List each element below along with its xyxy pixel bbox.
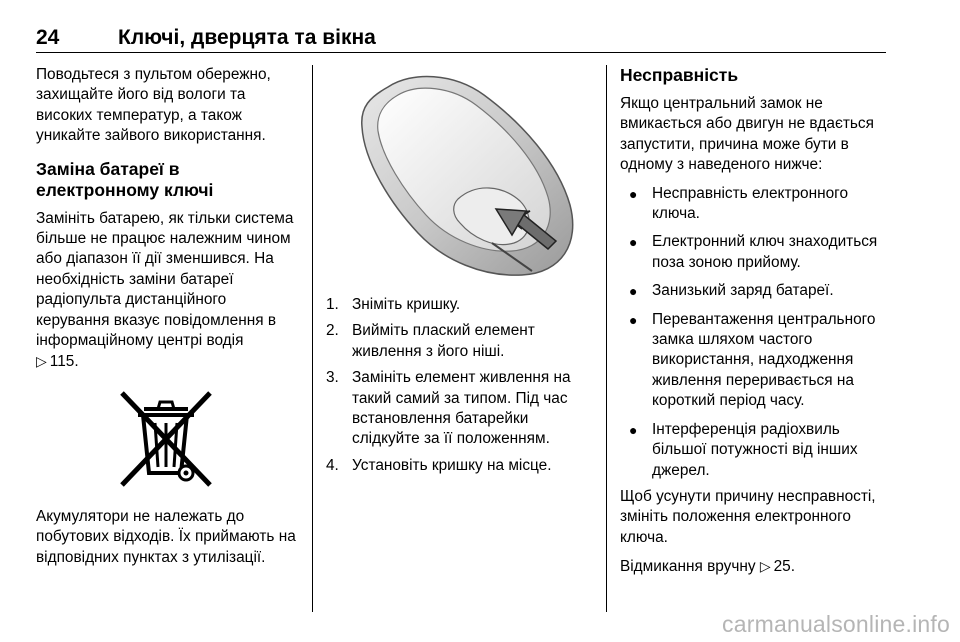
key-fob-illustration bbox=[326, 65, 596, 283]
step-item: 4. Установіть кришку на місце. bbox=[326, 456, 552, 474]
care-intro-text: Поводьтеся з пультом обережно, захищайте його від вологи та високих температур, а також уникайте зайвого використання. bbox=[36, 66, 271, 145]
step-item: 3. Замініть елемент живлення на такий самий за типом. Під час встановлення батарейки слідкуйте за її положенням. bbox=[326, 369, 571, 448]
list-item: ● Занизький заряд батареї. bbox=[620, 281, 890, 301]
bullet-icon: ● bbox=[629, 185, 638, 202]
bullet-icon: ● bbox=[629, 234, 638, 251]
list-item: ● Несправність електронного ключа. bbox=[629, 184, 849, 223]
page-header bbox=[36, 26, 886, 53]
step-item: 1. Зніміть кришку. bbox=[326, 296, 461, 313]
page-title: Ключі, дверцята та вікна bbox=[118, 26, 376, 49]
fault-causes-list bbox=[620, 184, 890, 481]
page-arrow-icon: ▷ bbox=[36, 353, 47, 370]
column-3 bbox=[620, 65, 890, 578]
bullet-icon: ● bbox=[629, 421, 638, 438]
fault-heading: Несправність bbox=[620, 65, 739, 85]
column-2 bbox=[326, 65, 596, 482]
column-1 bbox=[36, 65, 300, 568]
crossed-bin-icon bbox=[114, 387, 218, 491]
replacement-steps-list bbox=[326, 295, 596, 476]
list-item: ● Інтерференція радіохвиль більшої потужності від інших джерел. bbox=[629, 420, 858, 479]
battery-replacement-text: Замініть батарею, як тільки система більше не працює належним чином або діапазон її дії зменшився. На необхідність заміни батареї радіопульта дистанційного керування вказує повідомлення в інформаційному центрі водія bbox=[36, 209, 294, 350]
page-arrow-icon: ▷ bbox=[759, 558, 771, 575]
step-item: 2. Вийміть плаский елемент живлення з його ніші. bbox=[326, 322, 535, 360]
page-reference[interactable]: ▷ 115. bbox=[36, 353, 79, 371]
manual-unlock-reference[interactable]: Відмикання вручну ▷ 25. bbox=[620, 558, 796, 576]
bullet-icon: ● bbox=[629, 283, 638, 300]
recycle-note-text: Акумулятори не належать до побутових відходів. Їх приймають на відповідних пунктах з утилізації. bbox=[36, 507, 296, 566]
list-item: ● Електронний ключ знаходиться поза зоною прийому. bbox=[629, 233, 878, 271]
list-item: ● Перевантаження центрального замка шляхом частого використання, надходження живлення переривається на короткий період часу. bbox=[629, 310, 876, 410]
page-number: 24 bbox=[36, 26, 60, 49]
fix-text: Щоб усунути причину несправності, змініть положення електронного ключа. bbox=[620, 487, 876, 546]
column-divider-1 bbox=[312, 65, 313, 612]
battery-replacement-heading: Заміна батареї в електронному ключі bbox=[36, 158, 214, 200]
column-divider-2 bbox=[606, 65, 607, 612]
watermark: carmanualsonline.info bbox=[722, 611, 950, 637]
fault-intro-text: Якщо центральний замок не вмикається або двигун не вдається запустити, причина може бути в одному з наведеного нижче: bbox=[620, 95, 874, 174]
bullet-icon: ● bbox=[629, 311, 638, 328]
